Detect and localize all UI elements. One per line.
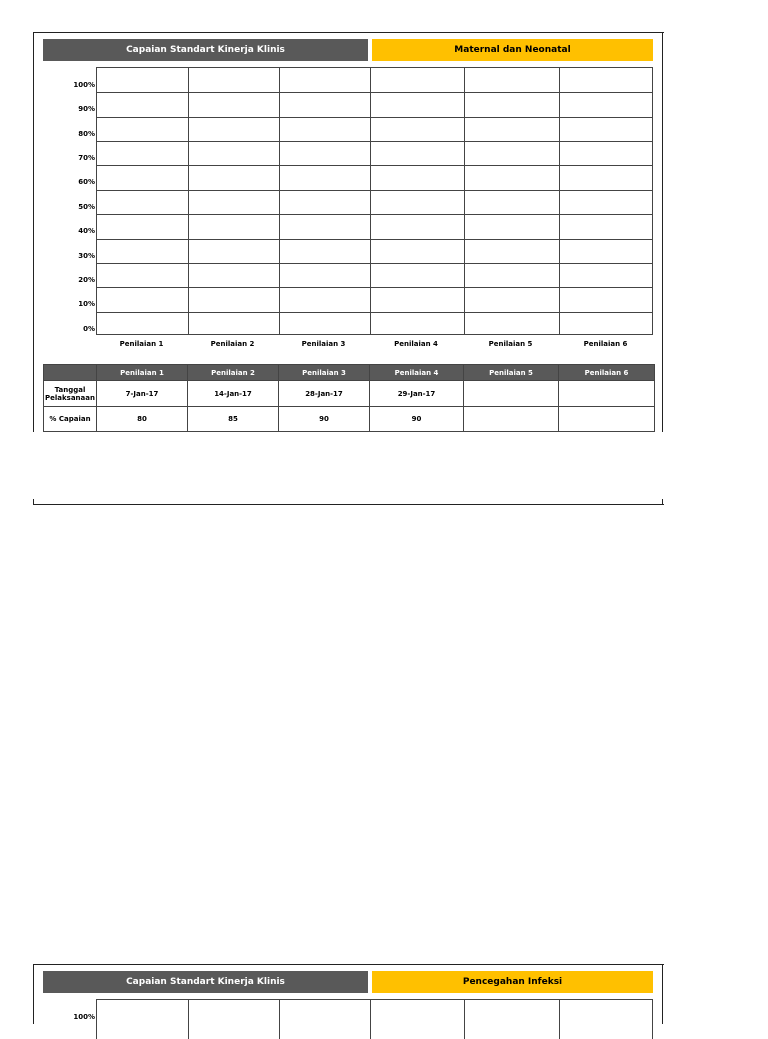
chart-plot-area: [96, 67, 653, 335]
table-cell: 90: [370, 407, 464, 432]
table-cell: 28-Jan-17: [279, 381, 370, 407]
frame-top-border: [33, 32, 664, 33]
grid-line-horizontal: [97, 117, 652, 118]
table-col-header: Penilaian 1: [97, 365, 188, 381]
assessment-table: [43, 364, 655, 432]
table-cell: 90: [279, 407, 370, 432]
table-cell: [464, 381, 559, 407]
x-tick-label: Penilaian 2: [210, 340, 255, 348]
grid-line-vertical: [464, 68, 465, 334]
frame-bottom-right-tick: [662, 499, 663, 505]
frame-right-border: [662, 964, 663, 1024]
x-tick-label: Penilaian 6: [583, 340, 628, 348]
section-header-category: Maternal dan Neonatal: [372, 39, 653, 61]
y-tick-label: 40%: [78, 227, 95, 236]
y-tick-label: 70%: [78, 154, 95, 163]
row-label-achievement: % Capaian: [44, 407, 97, 432]
grid-line-vertical: [559, 1000, 560, 1039]
grid-line-vertical: [279, 1000, 280, 1039]
y-tick-label: 20%: [78, 275, 95, 284]
x-tick-label: Penilaian 4: [394, 340, 438, 348]
grid-line-horizontal: [97, 263, 652, 264]
section-header-category: Pencegahan Infeksi: [372, 971, 653, 993]
table-cell: [559, 407, 655, 432]
grid-line-horizontal: [97, 141, 652, 142]
chart-plot-area: [96, 999, 653, 1039]
table-col-header: Penilaian 2: [188, 365, 279, 381]
frame-top-border: [33, 964, 664, 965]
x-tick-label: Penilaian 5: [488, 340, 533, 348]
table-col-header: Penilaian 6: [559, 365, 655, 381]
section-header-title: Capaian Standart Kinerja Klinis: [43, 971, 368, 993]
y-tick-label: 50%: [78, 202, 95, 211]
table-cell: 14-Jan-17: [188, 381, 279, 407]
grid-line-vertical: [559, 68, 560, 334]
table-cell: 80: [97, 407, 188, 432]
section-header-title: Capaian Standart Kinerja Klinis: [43, 39, 368, 61]
y-tick-label: 100%: [73, 81, 95, 89]
table-row: [44, 407, 655, 432]
y-tick-label: 100%: [73, 1013, 95, 1021]
table-cell: 85: [188, 407, 279, 432]
table-header-row: [44, 365, 655, 381]
table-col-header: Penilaian 5: [464, 365, 559, 381]
grid-line-horizontal: [97, 214, 652, 215]
grid-line-horizontal: [97, 287, 652, 288]
frame-left-border: [33, 32, 34, 432]
grid-line-horizontal: [97, 239, 652, 240]
table-col-header: Penilaian 4: [370, 365, 464, 381]
grid-line-vertical: [188, 68, 189, 334]
grid-line-horizontal: [97, 312, 652, 313]
frame-bottom-border: [33, 504, 664, 505]
table-cell: [559, 381, 655, 407]
y-tick-label: 0%: [83, 324, 95, 333]
y-tick-label: 10%: [78, 300, 95, 309]
grid-line-vertical: [188, 1000, 189, 1039]
table-corner-cell: [44, 365, 97, 381]
table-cell: 7-Jan-17: [97, 381, 188, 407]
y-tick-label: 30%: [78, 251, 95, 260]
frame-bottom-left-tick: [33, 499, 34, 505]
grid-line-vertical: [464, 1000, 465, 1039]
grid-line-horizontal: [97, 92, 652, 93]
table-cell: [464, 407, 559, 432]
y-tick-label: 90%: [78, 105, 95, 114]
row-label-date: Tanggal Pelaksanaan: [44, 381, 97, 407]
table-col-header: Penilaian 3: [279, 365, 370, 381]
x-tick-label: Penilaian 1: [119, 340, 164, 348]
table-cell: 29-Jan-17: [370, 381, 464, 407]
x-tick-label: Penilaian 3: [301, 340, 346, 348]
table-row: [44, 381, 655, 407]
grid-line-horizontal: [97, 190, 652, 191]
grid-line-vertical: [370, 68, 371, 334]
grid-line-vertical: [370, 1000, 371, 1039]
y-tick-label: 60%: [78, 178, 95, 187]
grid-line-vertical: [279, 68, 280, 334]
frame-right-border: [662, 32, 663, 432]
y-tick-label: 80%: [78, 129, 95, 138]
grid-line-horizontal: [97, 165, 652, 166]
frame-left-border: [33, 964, 34, 1024]
